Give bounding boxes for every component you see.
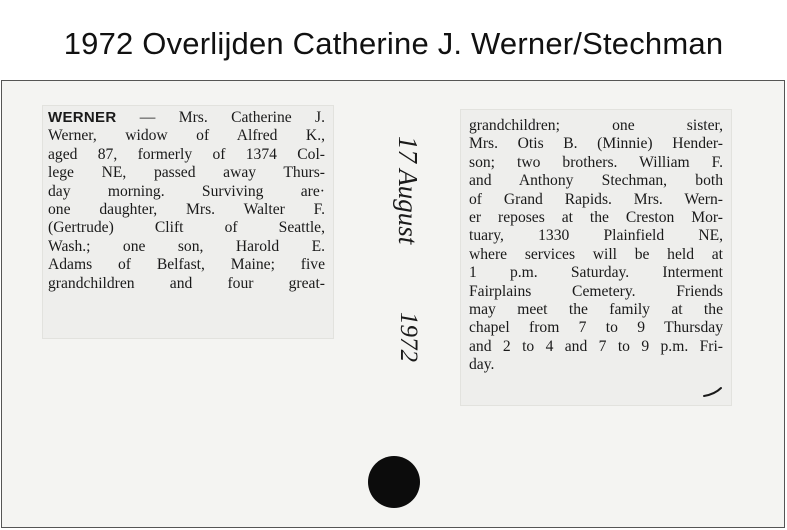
clipping-line: Fairplains Cemetery. Friends <box>469 282 723 300</box>
handwritten-day-month: 17 August <box>393 136 423 245</box>
clipping-lead-name: WERNER <box>48 109 117 126</box>
clipping-line: Adams of Belfast, Maine; five <box>48 256 325 274</box>
clipping-line: son; two brothers. William F. <box>469 153 723 171</box>
clipping-line: aged 87, formerly of 1374 Col- <box>48 145 325 163</box>
clipping-line: day. <box>469 356 495 374</box>
clipping-line: chapel from 7 to 9 Thursday <box>469 319 723 337</box>
clipping-line: and Anthony Stechman, both <box>469 172 723 190</box>
clipping-line: er reposes at the Creston Mor- <box>469 209 723 227</box>
clipping-line: 1 p.m. Saturday. Interment <box>469 264 723 282</box>
clipping-line: where services will be held at <box>469 245 723 263</box>
page-title: 1972 Overlijden Catherine J. Werner/Stechman <box>63 26 724 61</box>
clipping-line: lege NE, passed away Thurs- <box>48 164 325 182</box>
handwritten-date <box>367 136 427 391</box>
handwritten-date-drawing <box>367 136 427 386</box>
handwritten-year: 1972 <box>395 312 422 362</box>
clipping-line: Wash.; one son, Harold E. <box>48 237 325 255</box>
clipping-line: Werner, widow of Alfred K., <box>48 127 325 145</box>
clipping-line: of Grand Rapids. Mrs. Wern- <box>469 190 723 208</box>
clipping-line: Mrs. Otis B. (Minnie) Hender- <box>469 135 723 153</box>
clipping-line: may meet the family at the <box>469 301 723 319</box>
clipping-line: and 2 to 4 and 7 to 9 p.m. Fri- <box>469 337 723 355</box>
archive-card <box>1 80 785 528</box>
clipping-line <box>48 109 325 127</box>
clipping-line: grandchildren and four great- <box>48 274 325 292</box>
pen-tick-mark-icon <box>702 385 724 399</box>
clipping-right <box>461 110 731 405</box>
punch-hole-icon <box>368 456 420 508</box>
clipping-line: (Gertrude) Clift of Seattle, <box>48 219 325 237</box>
clipping-left <box>43 106 333 338</box>
clipping-line-text: — Mrs. Catherine J. <box>116 109 325 126</box>
clipping-line: grandchildren; one sister, <box>469 117 723 134</box>
clipping-line: day morning. Surviving are· <box>48 182 325 200</box>
clipping-line: one daughter, Mrs. Walter F. <box>48 201 325 219</box>
clipping-line: tuary, 1330 Plainfield NE, <box>469 227 723 245</box>
